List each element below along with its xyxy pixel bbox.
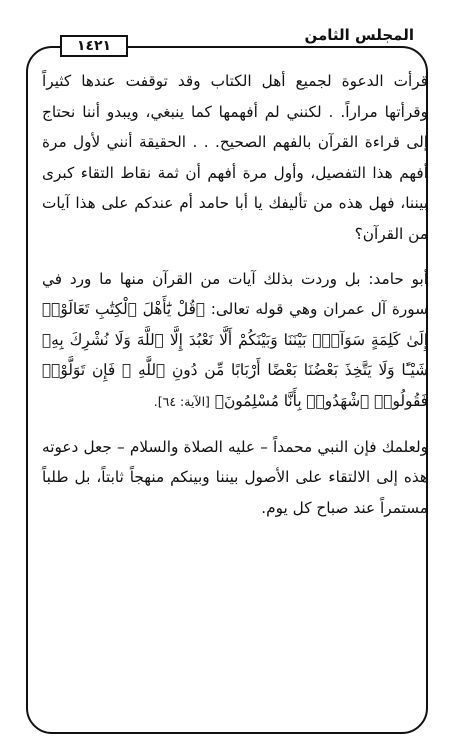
page-body bbox=[42, 66, 428, 523]
page-number-box: ١٤٢١ bbox=[60, 35, 128, 57]
chapter-title: المجلس الثامن bbox=[296, 24, 422, 46]
verse-reference: [الآية: ٦٤]. bbox=[153, 393, 210, 409]
quran-verse: ﴿قُلْ يَٰٓأَهْلَ ٱلْكِتَٰبِ تَعَالَوْا۟ إِلَىٰ كَلِمَةٍ سَوَآءٍۭ بَيْنَنَا وَبَيْنَكُمْ أَلَّا نَعْبُدَ إِلَّا ٱللَّهَ وَلَا نُشْرِكَ بِهِۦ شَيْـًٔا وَلَا يَتَّخِذَ بَعْضُنَا بَعْضًا أَرْبَابًا مِّن دُونِ ٱللَّهِ ۚ فَإِن تَوَلَّوْا۟ فَقُولُوا۟ ٱشْهَدُوا۟ بِأَنَّا مُسْلِمُونَ﴾ bbox=[42, 300, 428, 410]
answer-intro: أبو حامد: بل وردت بذلك آيات من القرآن منها ما ورد في سورة آل عمران وهي قوله تعالى: bbox=[42, 269, 428, 319]
paragraph-conclusion: ولعلمك فإن النبي محمداً – عليه الصلاة والسلام – جعل دعوته هذه إلى الالتقاء على الأصول بيننا وبينكم منهجاً ثابتاً، بل طلباً مستمراً عند صباح كل يوم. bbox=[42, 437, 428, 517]
paragraph-answer bbox=[42, 264, 428, 418]
paragraph-question: قرأت الدعوة لجميع أهل الكتاب وقد توقفت عندها كثيراً وقرأتها مراراً. . لكنني لم أفهمها كما ينبغي، ويبدو أننا نحتاج إلى قراءة القرآن بالفهم الصحيح. . . الحقيقة أنني لأول مرة أفهم هذا التفصيل، وأول مرة أفهم أن ثمة نقاط التقاء كبرى بيننا، فهل هذه من تأليفك يا أبا حامد أم عندكم على هذا آيات من القرآن؟ bbox=[42, 72, 428, 243]
